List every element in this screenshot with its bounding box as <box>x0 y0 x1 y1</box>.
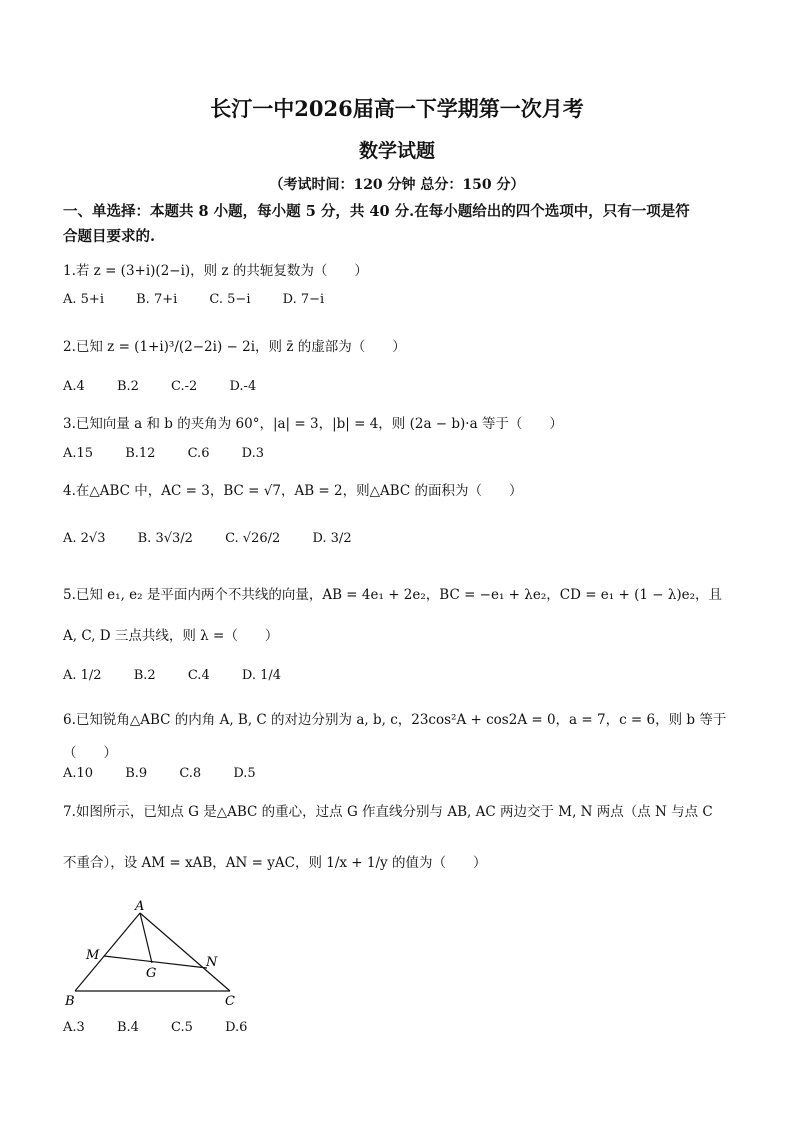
question-4-options <box>63 531 380 546</box>
question-5-line1: 5.已知 e₁, e₂ 是平面内两个不共线的向量，AB = 4e₁ + 2e₂，BC = −e₁ + λe₂，CD = e₁ + (1 − λ)e₂，且 <box>63 587 723 603</box>
exam-title: 长汀一中2026届高一下学期第一次月考 <box>210 96 584 121</box>
exam-meta: （考试时间：120 分钟 总分：150 分） <box>269 177 525 193</box>
question-4: 4.在△ABC 中，AC = 3，BC = √7，AB = 2，则△ABC 的面积为（ ） <box>63 483 523 499</box>
option-a: A. 5+i <box>63 292 104 307</box>
question-3-options <box>63 446 292 461</box>
median-ag <box>140 913 152 963</box>
option-b: B.2 <box>133 668 156 683</box>
question-7-line1: 7.如图所示，已知点 G 是△ABC 的重心，过点 G 作直线分别与 AB, AC 两边交于 M, N 两点（点 N 与点 C <box>63 804 713 820</box>
section-heading-line1: 一、单选择：本题共 8 小题，每小题 5 分，共 40 分.在每小题给出的四个选项中，只有一项是符 <box>63 203 690 220</box>
option-c: C. 5−i <box>209 292 251 307</box>
label-g: G <box>146 966 157 981</box>
option-c: C.4 <box>187 668 210 683</box>
question-6-line2: （ ） <box>63 745 117 761</box>
label-c: C <box>225 994 235 1009</box>
option-a: A. 2√3 <box>63 531 106 546</box>
option-d: D. 3/2 <box>312 531 352 546</box>
side-ab <box>75 913 140 991</box>
option-b: B. 7+i <box>136 292 178 307</box>
option-c: C. √26/2 <box>225 531 281 546</box>
option-a: A.10 <box>63 766 94 781</box>
section-heading-line2: 合题目要求的. <box>63 228 156 245</box>
option-d: D.5 <box>233 766 256 781</box>
option-a: A.15 <box>63 446 94 461</box>
option-a: A.4 <box>63 379 85 394</box>
option-b: B. 3√3/2 <box>137 531 193 546</box>
label-m: M <box>86 948 100 963</box>
subject-title: 数学试题 <box>358 140 435 162</box>
label-b: B <box>65 994 75 1009</box>
option-d: D.-4 <box>229 379 257 394</box>
option-b: B.12 <box>125 446 156 461</box>
question-6-options <box>63 766 284 781</box>
question-1: 1.若 z = (3+i)(2−i)，则 z 的共轭复数为（ ） <box>63 263 368 279</box>
option-c: C.8 <box>179 766 202 781</box>
triangle-figure <box>60 893 260 1011</box>
option-d: D.6 <box>225 1020 248 1035</box>
option-d: D.3 <box>241 446 264 461</box>
option-d: D. 7−i <box>282 292 325 307</box>
question-3: 3.已知向量 a 和 b 的夹角为 60°，|a| = 3，|b| = 4，则 (2a − b)·a 等于（ ） <box>63 416 563 432</box>
option-c: C.5 <box>171 1020 193 1035</box>
option-b: B.9 <box>125 766 148 781</box>
question-5-options <box>63 668 309 683</box>
question-2: 2.已知 z = (1+i)³/(2−2i) − 2i，则 z̄ 的虚部为（ ） <box>63 339 406 355</box>
question-5-line2: A, C, D 三点共线，则 λ =（ ） <box>63 628 279 644</box>
question-7-options <box>63 1020 275 1035</box>
question-7-line2: 不重合），设 AM = xAB，AN = yAC，则 1/x + 1/y 的值为（ ） <box>63 855 487 871</box>
question-1-options <box>63 292 352 307</box>
option-b: B.4 <box>116 1020 139 1035</box>
label-n: N <box>206 955 218 970</box>
option-c: C.-2 <box>171 379 198 394</box>
option-b: B.2 <box>116 379 139 394</box>
option-c: C.6 <box>187 446 210 461</box>
question-6-line1: 6.已知锐角△ABC 的内角 A, B, C 的对边分别为 a, b, c，23cos²A + cos2A = 0，a = 7，c = 6，则 b 等于 <box>63 712 727 728</box>
option-a: A. 1/2 <box>63 668 102 683</box>
option-d: D. 1/4 <box>241 668 282 683</box>
question-2-options <box>63 379 284 394</box>
label-a: A <box>135 899 145 914</box>
option-a: A.3 <box>63 1020 85 1035</box>
